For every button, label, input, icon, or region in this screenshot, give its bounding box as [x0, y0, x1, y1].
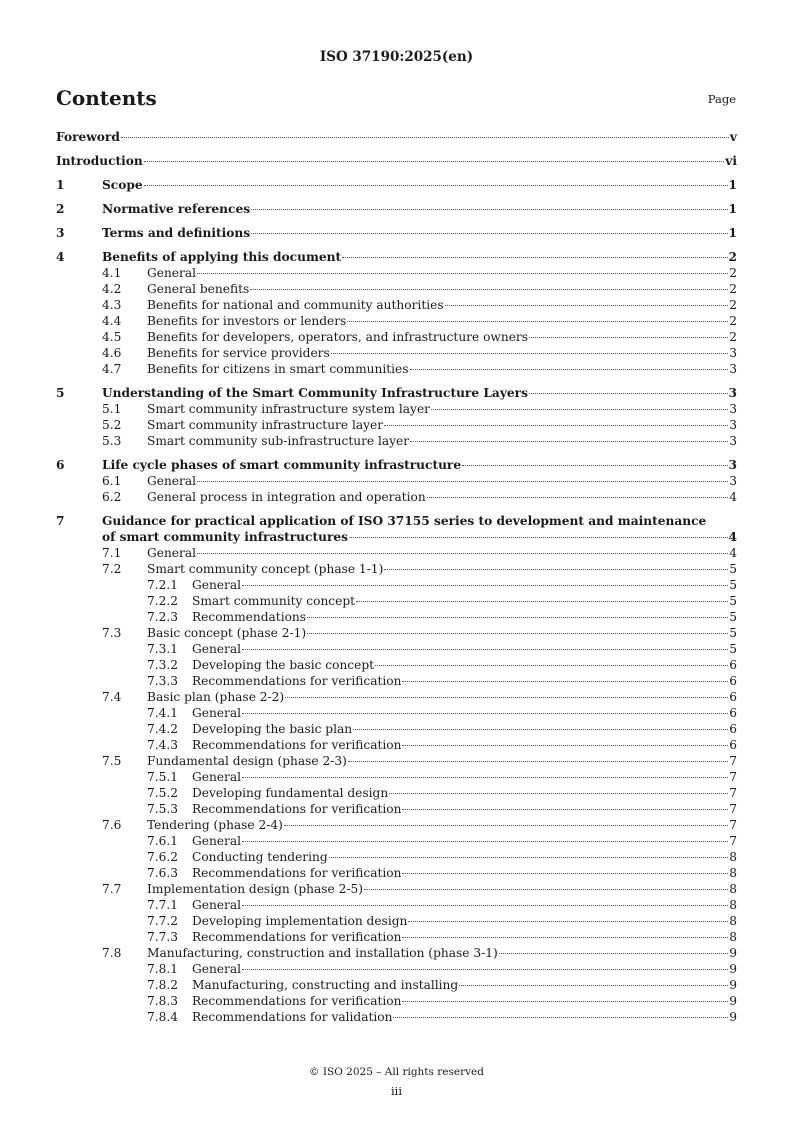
toc-entry-title: Recommendations — [192, 610, 307, 624]
toc-entry-page: 9 — [729, 946, 737, 960]
toc-entry-title: Recommendations for verification — [192, 674, 402, 688]
dot-leader — [431, 409, 728, 410]
toc-entry-title: General — [192, 642, 241, 656]
toc-entry[interactable] — [56, 961, 737, 977]
toc-entry-title: Manufacturing, construction and installation (phase 3-1) — [147, 946, 498, 960]
toc-entry[interactable] — [56, 265, 737, 281]
dot-leader — [375, 665, 728, 666]
toc-entry-page: 3 — [729, 474, 737, 488]
toc-entry[interactable] — [56, 177, 737, 193]
toc-entry-number: 7.5.1 — [147, 770, 179, 784]
toc-entry-number: 1 — [56, 178, 65, 192]
toc-entry-page: 8 — [729, 930, 737, 944]
toc-entry-title: Smart community infrastructure layer — [147, 418, 384, 432]
toc-entry[interactable] — [56, 1009, 737, 1025]
toc-entry-title: Recommendations for validation — [192, 1010, 393, 1024]
toc-entry[interactable] — [56, 673, 737, 689]
toc-entry[interactable] — [56, 473, 737, 489]
toc-entry-page: 3 — [729, 434, 737, 448]
toc-entry-number: 7.7 — [102, 882, 122, 896]
toc-entry-page: 8 — [729, 882, 737, 896]
toc-entry-number: 7.8.2 — [147, 978, 179, 992]
toc-entry[interactable] — [56, 281, 737, 297]
toc-entry[interactable] — [56, 593, 737, 609]
toc-entry-number: 7.8 — [102, 946, 122, 960]
toc-entry-page: 9 — [729, 978, 737, 992]
toc-entry-number: 7.2 — [102, 562, 122, 576]
toc-entry-title: Benefits for citizens in smart communities — [147, 362, 409, 376]
toc-entry-number: 7.3.3 — [147, 674, 179, 688]
dot-leader — [251, 209, 727, 210]
toc-entry-number: 7.5.3 — [147, 802, 179, 816]
toc-entry-title: Smart community infrastructure system layer — [147, 402, 430, 416]
toc-entry-title: Fundamental design (phase 2-3) — [147, 754, 347, 768]
toc-entry-title: General — [147, 546, 196, 560]
toc-entry-number: 2 — [56, 202, 65, 216]
toc-entry[interactable] — [56, 433, 737, 449]
toc-entry[interactable] — [56, 657, 737, 673]
toc-entry-page: v — [729, 130, 737, 144]
dot-leader — [459, 985, 728, 986]
toc-entry[interactable] — [56, 201, 737, 217]
toc-entry-title: Recommendations for verification — [192, 930, 402, 944]
dot-leader — [445, 305, 729, 306]
toc-entry-title: Recommendations for verification — [192, 802, 402, 816]
toc-entry[interactable] — [56, 345, 737, 361]
toc-entry-title: Recommendations for verification — [192, 738, 402, 752]
toc-entry-number: 5.2 — [102, 418, 122, 432]
toc-entry-title: Life cycle phases of smart community infrastructure — [102, 458, 462, 472]
dot-leader — [427, 497, 729, 498]
toc-entry-page: 6 — [729, 658, 737, 672]
toc-entry-title: Smart community concept (phase 1-1) — [147, 562, 384, 576]
toc-entry-title: Foreword — [56, 130, 120, 144]
toc-entry-title: Benefits for national and community authorities — [147, 298, 444, 312]
toc-entry-number: 7.1 — [102, 546, 122, 560]
toc-entry-title: Implementation design (phase 2-5) — [147, 882, 364, 896]
toc-entry-page: 8 — [729, 898, 737, 912]
dot-leader — [242, 585, 728, 586]
dot-leader — [402, 745, 728, 746]
toc-entry-number: 7.3.2 — [147, 658, 179, 672]
dot-leader — [242, 969, 728, 970]
toc-entry-title: Developing fundamental design — [192, 786, 389, 800]
toc-entry-number: 7.8.3 — [147, 994, 179, 1008]
toc-entry[interactable] — [56, 489, 737, 505]
toc-entry-title: Recommendations for verification — [192, 866, 402, 880]
toc-entry-page: 2 — [729, 298, 737, 312]
toc-entry-page: 3 — [729, 362, 737, 376]
toc-entry[interactable] — [56, 513, 737, 544]
toc-entry[interactable] — [56, 457, 737, 473]
toc-entry-number: 4.6 — [102, 346, 122, 360]
toc-entry[interactable] — [56, 689, 737, 705]
toc-entry-title: General process in integration and operation — [147, 490, 426, 504]
dot-leader — [251, 233, 727, 234]
dot-leader — [285, 697, 728, 698]
dot-leader — [197, 481, 728, 482]
dot-leader — [402, 873, 728, 874]
toc-entry-number: 7.2.2 — [147, 594, 179, 608]
toc-entry-number: 5 — [56, 386, 65, 400]
toc-entry-page: 1 — [728, 226, 737, 240]
toc-entry-page: 9 — [729, 994, 737, 1008]
toc-entry[interactable] — [56, 401, 737, 417]
toc-entry[interactable] — [56, 361, 737, 377]
dot-leader — [402, 937, 728, 938]
toc-entry-title: Basic plan (phase 2-2) — [147, 690, 285, 704]
toc-entry[interactable] — [56, 785, 737, 801]
toc-entry-page: 7 — [729, 834, 737, 848]
toc-entry-page: 7 — [729, 802, 737, 816]
toc-entry[interactable] — [56, 561, 737, 577]
toc-entry-number: 7.7.3 — [147, 930, 179, 944]
toc-entry-page: 8 — [729, 914, 737, 928]
toc-entry[interactable] — [56, 801, 737, 817]
dot-leader — [242, 649, 728, 650]
toc-entry[interactable] — [56, 129, 737, 145]
toc-entry[interactable] — [56, 225, 737, 241]
toc-entry-number: 4.5 — [102, 330, 122, 344]
toc-entry-page: 7 — [729, 754, 737, 768]
toc-entry-title: General — [192, 706, 241, 720]
toc-entry-page: 3 — [728, 458, 737, 472]
toc-entry-page: 6 — [729, 674, 737, 688]
toc-entry[interactable] — [56, 705, 737, 721]
toc-entry-page: 2 — [729, 282, 737, 296]
toc-entry-number: 7.4.1 — [147, 706, 179, 720]
toc-entry-number: 3 — [56, 226, 65, 240]
toc-entry-title: Basic concept (phase 2-1) — [147, 626, 307, 640]
dot-leader — [353, 729, 728, 730]
toc-entry-title: Guidance for practical application of ISO 37155 series to development and maintenance — [102, 514, 707, 528]
dot-leader — [410, 441, 728, 442]
page-column-label: Page — [707, 92, 736, 106]
toc-entry-page: 5 — [729, 642, 737, 656]
toc-entry-title: Manufacturing, constructing and installing — [192, 978, 459, 992]
toc-entry-page: 6 — [729, 690, 737, 704]
toc-entry[interactable] — [56, 641, 737, 657]
toc-entry-page: 7 — [729, 786, 737, 800]
toc-entry-number: 7.4.2 — [147, 722, 179, 736]
toc-entry-page: 8 — [729, 866, 737, 880]
toc-entry-number: 7.8.4 — [147, 1010, 179, 1024]
dot-leader — [402, 1001, 728, 1002]
toc-entry[interactable] — [56, 249, 737, 265]
toc-entry-page: 6 — [729, 722, 737, 736]
toc-entry[interactable] — [56, 769, 737, 785]
toc-entry-number: 7.2.1 — [147, 578, 179, 592]
toc-entry-title: Developing implementation design — [192, 914, 408, 928]
copyright-notice: © ISO 2025 – All rights reserved — [309, 1066, 484, 1078]
toc-entry-number: 7.8.1 — [147, 962, 179, 976]
toc-entry[interactable] — [56, 977, 737, 993]
toc-entry[interactable] — [56, 833, 737, 849]
toc-entry[interactable] — [56, 577, 737, 593]
toc-entry-page: 5 — [729, 610, 737, 624]
toc-entry-number: 4.2 — [102, 282, 122, 296]
toc-entry-page: 8 — [729, 850, 737, 864]
toc-entry-page: 5 — [729, 594, 737, 608]
dot-leader — [364, 889, 728, 890]
toc-entry-page: 2 — [728, 250, 737, 264]
toc-entry-number: 7.5.2 — [147, 786, 179, 800]
dot-leader — [402, 809, 728, 810]
toc-entry-title: Conducting tendering — [192, 850, 328, 864]
toc-entry[interactable] — [56, 313, 737, 329]
dot-leader — [242, 777, 728, 778]
toc-entry-title: General — [192, 578, 241, 592]
toc-entry-number: 6.2 — [102, 490, 122, 504]
toc-entry-title: General — [192, 898, 241, 912]
contents-heading: Contents — [56, 86, 157, 110]
dot-leader — [329, 857, 729, 858]
dot-leader — [242, 905, 728, 906]
toc-entry-number: 5.1 — [102, 402, 122, 416]
toc-entry-title: General — [192, 770, 241, 784]
toc-entry-title-continued: of smart community infrastructures — [102, 530, 348, 544]
toc-entry-number: 4.4 — [102, 314, 122, 328]
dot-leader — [356, 601, 728, 602]
toc-entry-page: 2 — [729, 314, 737, 328]
toc-entry-number: 7.7.1 — [147, 898, 179, 912]
document-id: ISO 37190:2025(en) — [319, 49, 474, 65]
toc-entry-number: 7.6.2 — [147, 850, 179, 864]
dot-leader — [384, 425, 728, 426]
toc-entry-title: Benefits of applying this document — [102, 250, 342, 264]
toc-entry-title: Smart community sub-infrastructure layer — [147, 434, 410, 448]
dot-leader — [144, 161, 724, 162]
toc-entry[interactable] — [56, 945, 737, 961]
toc-entry-number: 7.4.3 — [147, 738, 179, 752]
toc-entry-title: Understanding of the Smart Community Infrastructure Layers — [102, 386, 528, 400]
dot-leader — [393, 1017, 728, 1018]
toc-entry-page: 4 — [729, 490, 737, 504]
toc-entry-page: 4 — [729, 546, 737, 560]
dot-leader — [349, 537, 728, 538]
toc-entry[interactable] — [56, 297, 737, 313]
toc-entry-page: vi — [725, 154, 737, 168]
toc-entry-number: 4.7 — [102, 362, 122, 376]
toc-entry-number: 7.5 — [102, 754, 122, 768]
toc-entry-number: 7.6 — [102, 818, 122, 832]
toc-entry[interactable] — [56, 849, 737, 865]
toc-entry-number: 7.7.2 — [147, 914, 179, 928]
toc-entry-page: 7 — [729, 818, 737, 832]
dot-leader — [197, 553, 728, 554]
toc-entry-number: 6 — [56, 458, 65, 472]
toc-entry-number: 7 — [56, 514, 65, 528]
toc-entry-page: 5 — [729, 626, 737, 640]
dot-leader — [402, 681, 728, 682]
toc-entry-title: General — [147, 474, 196, 488]
toc-entry-page: 9 — [729, 962, 737, 976]
toc-entry[interactable] — [56, 913, 737, 929]
toc-entry[interactable] — [56, 881, 737, 897]
toc-entry-title: Developing the basic plan — [192, 722, 353, 736]
toc-entry-page: 6 — [729, 706, 737, 720]
dot-leader — [197, 273, 728, 274]
toc-entry-title: General — [192, 962, 241, 976]
toc-entry[interactable] — [56, 865, 737, 881]
toc-entry[interactable] — [56, 417, 737, 433]
toc-entry[interactable] — [56, 329, 737, 345]
toc-entry-title: General — [147, 266, 196, 280]
toc-entry-title: Developing the basic concept — [192, 658, 375, 672]
dot-leader — [121, 137, 729, 138]
toc-entry-title: Benefits for developers, operators, and infrastructure owners — [147, 330, 528, 344]
dot-leader — [529, 393, 728, 394]
toc-entry-page: 3 — [729, 402, 737, 416]
dot-leader — [348, 761, 728, 762]
toc-entry-page: 2 — [729, 266, 737, 280]
dot-leader — [347, 321, 728, 322]
toc-entry-page: 5 — [729, 578, 737, 592]
toc-entry-title: Scope — [102, 178, 143, 192]
dot-leader — [408, 921, 728, 922]
toc-entry-title: Benefits for service providers — [147, 346, 330, 360]
toc-entry-page: 1 — [728, 202, 737, 216]
toc-entry[interactable] — [56, 737, 737, 753]
dot-leader — [144, 185, 728, 186]
toc-entry[interactable] — [56, 153, 737, 169]
dot-leader — [331, 353, 728, 354]
toc-entry-page: 7 — [729, 770, 737, 784]
toc-entry[interactable] — [56, 609, 737, 625]
toc-entry-page: 1 — [728, 178, 737, 192]
toc-entry-page: 6 — [729, 738, 737, 752]
toc-entry-title: Recommendations for verification — [192, 994, 402, 1008]
toc-entry[interactable] — [56, 625, 737, 641]
toc-entry-title: Tendering (phase 2-4) — [147, 818, 283, 832]
toc-entry[interactable] — [56, 753, 737, 769]
page-number: iii — [390, 1084, 403, 1098]
toc-entry[interactable] — [56, 721, 737, 737]
toc-entry-number: 7.3 — [102, 626, 122, 640]
toc-entry-number: 7.6.1 — [147, 834, 179, 848]
toc-entry-title: Benefits for investors or lenders — [147, 314, 347, 328]
toc-entry-number: 7.2.3 — [147, 610, 179, 624]
toc-entry-title: Normative references — [102, 202, 251, 216]
dot-leader — [242, 713, 728, 714]
dot-leader — [242, 841, 728, 842]
dot-leader — [410, 369, 729, 370]
toc-entry[interactable] — [56, 385, 737, 401]
dot-leader — [389, 793, 728, 794]
toc-entry[interactable] — [56, 993, 737, 1009]
toc-entry-number: 4 — [56, 250, 65, 264]
dot-leader — [384, 569, 728, 570]
toc-entry-title: General — [192, 834, 241, 848]
toc-entry[interactable] — [56, 817, 737, 833]
toc-entry-title: General benefits — [147, 282, 250, 296]
toc-entry-page: 5 — [729, 562, 737, 576]
dot-leader — [499, 953, 729, 954]
toc-entry-number: 4.1 — [102, 266, 122, 280]
toc-entry-number: 7.3.1 — [147, 642, 179, 656]
dot-leader — [284, 825, 728, 826]
toc-entry-title: Terms and definitions — [102, 226, 251, 240]
toc-entry[interactable] — [56, 545, 737, 561]
toc-entry-page: 9 — [729, 1010, 737, 1024]
toc-entry-number: 6.1 — [102, 474, 122, 488]
dot-leader — [462, 465, 727, 466]
toc-entry-page: 2 — [729, 330, 737, 344]
toc-entry-page: 3 — [729, 346, 737, 360]
dot-leader — [342, 257, 727, 258]
dot-leader — [307, 633, 728, 634]
toc-entry-title: Smart community concept — [192, 594, 356, 608]
toc-entry-number: 7.4 — [102, 690, 122, 704]
toc-entry-title: Introduction — [56, 154, 143, 168]
toc-entry[interactable] — [56, 897, 737, 913]
dot-leader — [529, 337, 728, 338]
toc-entry-page: 3 — [729, 418, 737, 432]
toc-entry-number: 5.3 — [102, 434, 122, 448]
dot-leader — [307, 617, 728, 618]
toc-entry[interactable] — [56, 929, 737, 945]
toc-entry-page: 3 — [728, 386, 737, 400]
toc-entry-page: 4 — [728, 530, 737, 544]
toc-entry-number: 4.3 — [102, 298, 122, 312]
toc-entry-number: 7.6.3 — [147, 866, 179, 880]
dot-leader — [250, 289, 728, 290]
